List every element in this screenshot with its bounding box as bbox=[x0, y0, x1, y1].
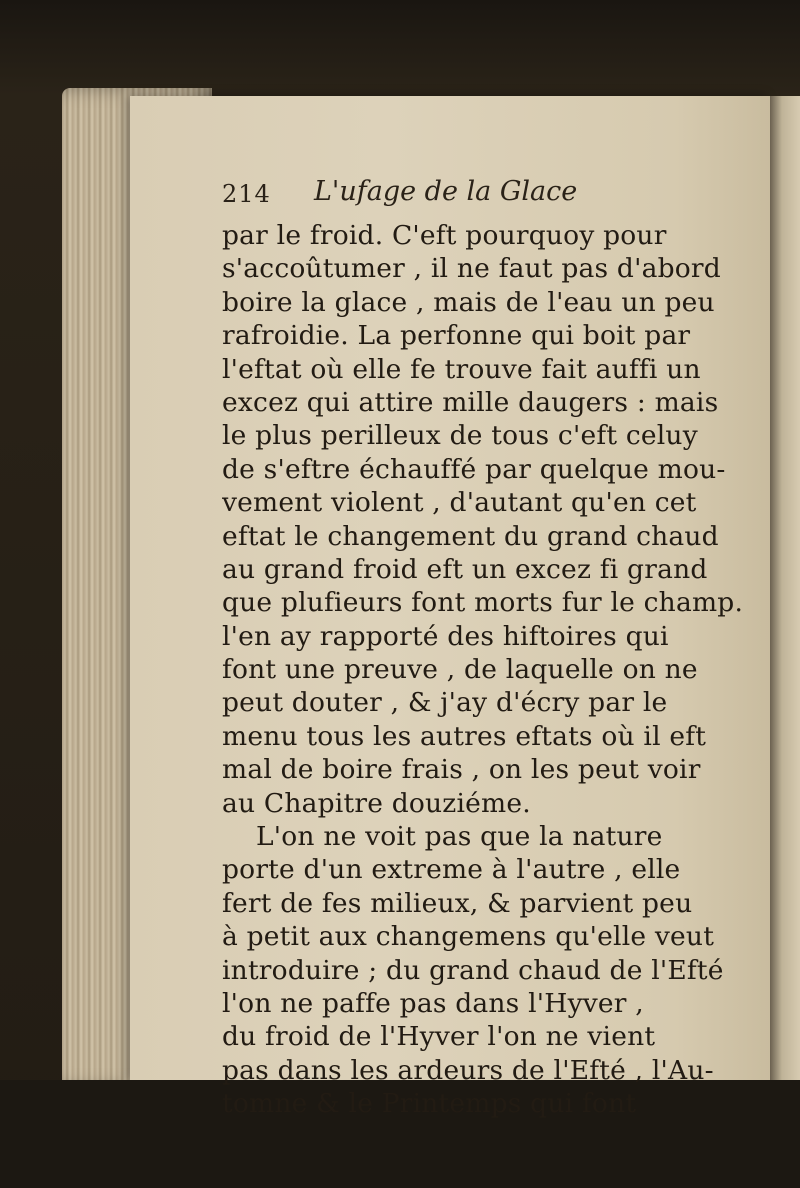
text-line: introduire ; du grand chaud de l'Efté bbox=[222, 954, 724, 986]
text-line: s'accoûtumer , il ne faut pas d'abord bbox=[222, 253, 721, 285]
page-number: 214 bbox=[222, 180, 271, 208]
text-line: excez qui attire mille daugers : mais bbox=[222, 386, 719, 418]
running-title: L'ufage de la Glace bbox=[314, 176, 578, 207]
text-line: rafroidie. La perfonne qui boit par bbox=[222, 320, 691, 352]
text-line: boire la glace , mais de l'eau un peu bbox=[222, 286, 715, 318]
text-line: que plufieurs font morts fur le champ. bbox=[222, 587, 744, 619]
right-gutter bbox=[770, 96, 800, 1081]
text-line: l'eftat où elle fe trouve fait auffi un bbox=[222, 353, 701, 385]
text-line: de s'eftre échauffé par quelque mou- bbox=[222, 453, 726, 485]
text-line: font une preuve , de laquelle on ne bbox=[222, 654, 698, 686]
text-line: eftat le changement du grand chaud bbox=[222, 520, 719, 552]
page-header bbox=[222, 176, 742, 216]
text-line: peut douter , & j'ay d'écry par le bbox=[222, 687, 668, 719]
text-line: au Chapitre douziéme. bbox=[222, 787, 531, 819]
text-line: l'on ne paffe pas dans l'Hyver , bbox=[222, 987, 644, 1019]
text-line: porte d'un extreme à l'autre , elle bbox=[222, 854, 681, 886]
text-line: le plus perilleux de tous c'eft celuy bbox=[222, 420, 698, 452]
body-text bbox=[222, 219, 752, 1121]
text-line: par le froid. C'eft pourquoy pour bbox=[222, 220, 667, 251]
text-line: du froid de l'Hyver l'on ne vient bbox=[222, 1021, 656, 1053]
text-line: menu tous les autres eftats où il eft bbox=[222, 720, 707, 752]
text-line: vement violent , d'autant qu'en cet bbox=[222, 487, 697, 519]
text-line: L'on ne voit pas que la nature bbox=[256, 821, 663, 853]
text-line: à petit aux changemens qu'elle veut bbox=[222, 921, 715, 953]
text-line: pas dans les ardeurs de l'Efté , l'Au- bbox=[222, 1054, 714, 1086]
text-line: au grand froid eft un excez fi grand bbox=[222, 553, 708, 585]
text-line: mal de boire frais , on les peut voir bbox=[222, 754, 701, 786]
text-line: tomne & le Printemps qui font bbox=[222, 1088, 637, 1120]
text-line: l'en ay rapporté des hiftoires qui bbox=[222, 620, 669, 652]
text-line: fert de fes milieux, & parvient peu bbox=[222, 887, 693, 919]
